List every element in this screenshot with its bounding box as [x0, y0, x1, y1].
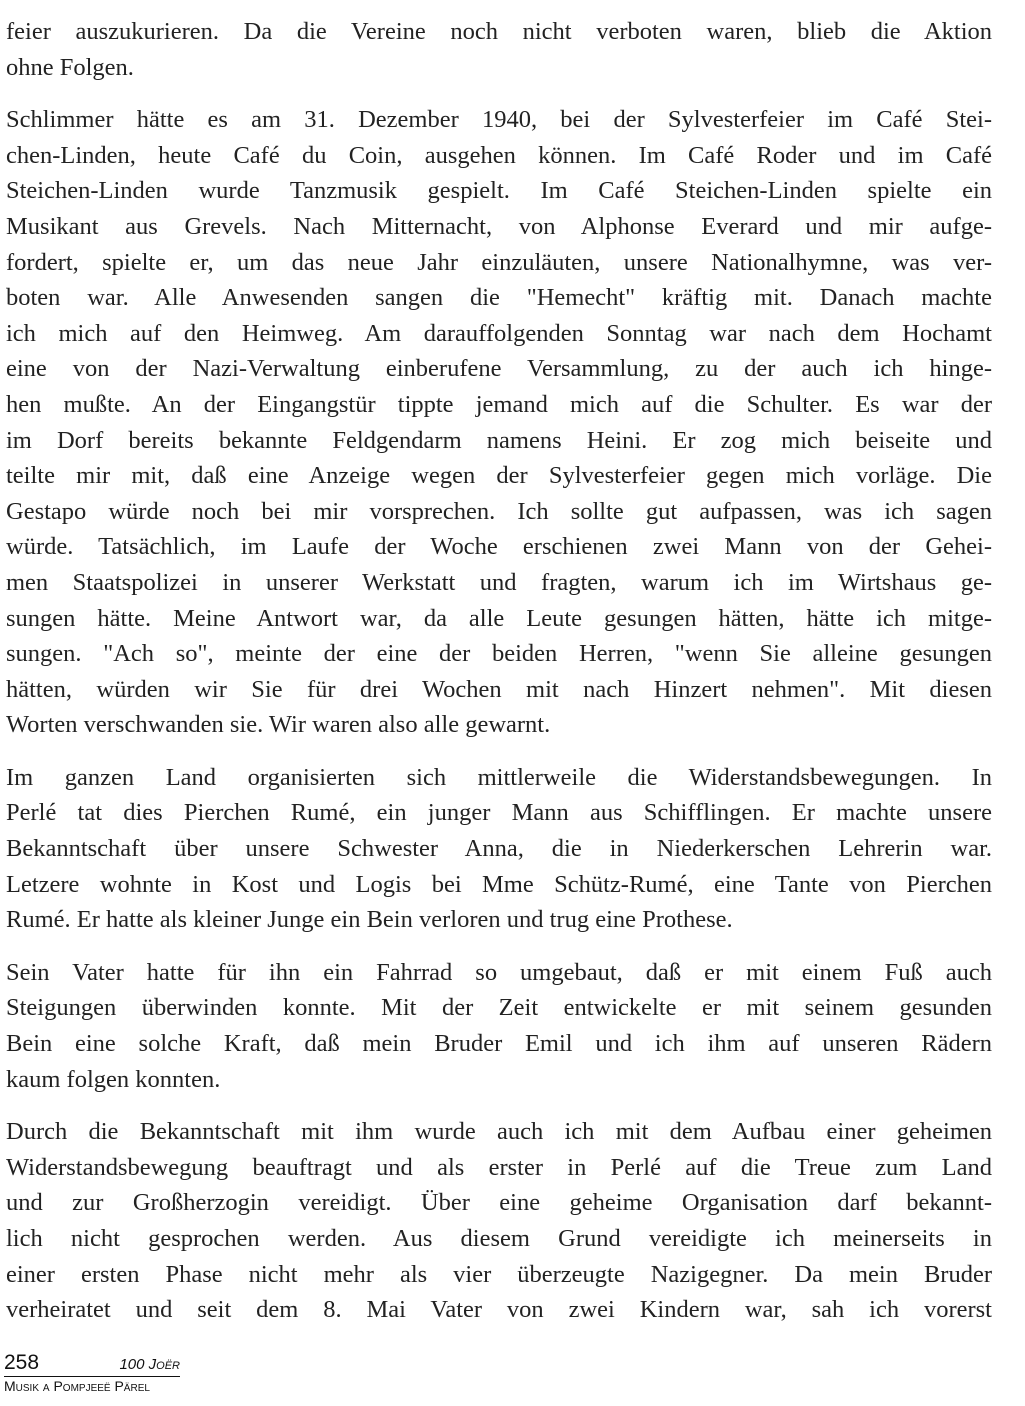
text-line: Perlé tat dies Pierchen Rumé, ein junger Mann aus Schifflingen. Er machte unsere: [6, 799, 992, 827]
text-line: Gestapo würde noch bei mir vorsprechen. Ich sollte gut aufpassen, was ich sagen: [6, 497, 992, 525]
footer-rule: [4, 1352, 180, 1377]
text-line: Bekanntschaft über unsere Schwester Anna, die in Niederkerschen Lehrerin war.: [6, 835, 992, 863]
text-line: lich nicht gesprochen werden. Aus diesem Grund vereidigte ich meinerseits in: [6, 1225, 992, 1252]
text-line: ich mich auf den Heimweg. Am darauffolgenden Sonntag war nach dem Hochamt: [6, 319, 992, 347]
text-line: teilte mir mit, daß eine Anzeige wegen der Sylvesterfeier gegen mich vorläge. Die: [6, 462, 992, 490]
text-line: Worten verschwanden sie. Wir waren also alle gewarnt.: [6, 711, 551, 739]
text-line: Widerstandsbewegung beauftragt und als erster in Perlé auf die Treue zum Land: [6, 1153, 992, 1181]
text-line: Steichen-Linden wurde Tanzmusik gespielt. Im Café Steichen-Linden spielte ein: [6, 177, 992, 205]
book-title: 100 Joër: [119, 1356, 180, 1373]
paragraph: [6, 955, 992, 1097]
text-line: feier auszukurieren. Da die Vereine noch nicht verboten waren, blieb die Aktion: [6, 18, 992, 45]
text-line: sungen hätte. Meine Antwort war, da alle Leute gesungen hätten, hätte ich mitge-: [6, 604, 992, 632]
text-line: men Staatspolizei in unserer Werkstatt und fragten, warum ich im Wirtshaus ge-: [6, 568, 992, 596]
text-line: Schlimmer hätte es am 31. Dezember 1940, bei der Sylvesterfeier im Café Stei-: [6, 106, 992, 134]
text-line: Rumé. Er hatte als kleiner Junge ein Bein verloren und trug eine Prothese.: [6, 906, 733, 934]
text-line: würde. Tatsächlich, im Laufe der Woche erschienen zwei Mann von der Gehei-: [6, 533, 992, 561]
text-line: einer ersten Phase nicht mehr als vier überzeugte Nazigegner. Da mein Bruder: [6, 1260, 992, 1288]
text-line: Bein eine solche Kraft, daß mein Bruder Emil und ich ihm auf unseren Rädern: [6, 1030, 992, 1058]
text-line: chen-Linden, heute Café du Coin, ausgehen können. Im Café Roder und im Café: [6, 141, 992, 169]
page-number: 258: [4, 1351, 40, 1374]
text-line: Musikant aus Grevels. Nach Mitternacht, von Alphonse Everard und mir aufge-: [6, 212, 992, 240]
body-text: [6, 14, 992, 1345]
text-line: Im ganzen Land organisierten sich mittlerweile die Widerstandsbewegungen. In: [6, 763, 992, 791]
text-line: Letzere wohnte in Kost und Logis bei Mme Schütz-Rumé, eine Tante von Pierchen: [6, 870, 992, 898]
text-line: boten war. Alle Anwesenden sangen die "Hemecht" kräftig mit. Danach machte: [6, 284, 992, 312]
text-line: hätten, würden wir Sie für drei Wochen mit nach Hinzert nehmen". Mit diesen: [6, 675, 992, 703]
text-line: Sein Vater hatte für ihn ein Fahrrad so umgebaut, daß er mit einem Fuß auch: [6, 958, 992, 986]
text-line: eine von der Nazi-Verwaltung einberufene Versammlung, zu der auch ich hinge-: [6, 355, 992, 383]
text-line: Steigungen überwinden konnte. Mit der Zeit entwickelte er mit seinem gesunden: [6, 994, 992, 1022]
paragraph: [6, 14, 992, 85]
text-line: fordert, spielte er, um das neue Jahr einzuläuten, unsere Nationalhymne, was ver-: [6, 248, 992, 276]
text-line: Durch die Bekanntschaft mit ihm wurde auch ich mit dem Aufbau einer geheimen: [6, 1118, 992, 1146]
book-subtitle: Musik a Pompjeeë Pärel: [4, 1378, 150, 1394]
paragraph: [6, 102, 992, 743]
paragraph: [6, 760, 992, 938]
paragraph: [6, 1114, 992, 1328]
text-line: hen mußte. An der Eingangstür tippte jemand mich auf die Schulter. Es war der: [6, 390, 992, 418]
text-line: verheiratet und seit dem 8. Mai Vater von zwei Kindern war, sah ich vorerst: [6, 1296, 992, 1324]
text-line: im Dorf bereits bekannte Feldgendarm namens Heini. Er zog mich beiseite und: [6, 426, 992, 454]
text-line: ohne Folgen.: [6, 53, 134, 81]
text-line: kaum folgen konnten.: [6, 1065, 221, 1093]
page-footer: [4, 1352, 180, 1395]
text-line: und zur Großherzogin vereidigt. Über eine geheime Organisation darf bekannt-: [6, 1189, 992, 1217]
text-line: sungen. "Ach so", meinte der eine der beiden Herren, "wenn Sie alleine gesungen: [6, 640, 992, 668]
